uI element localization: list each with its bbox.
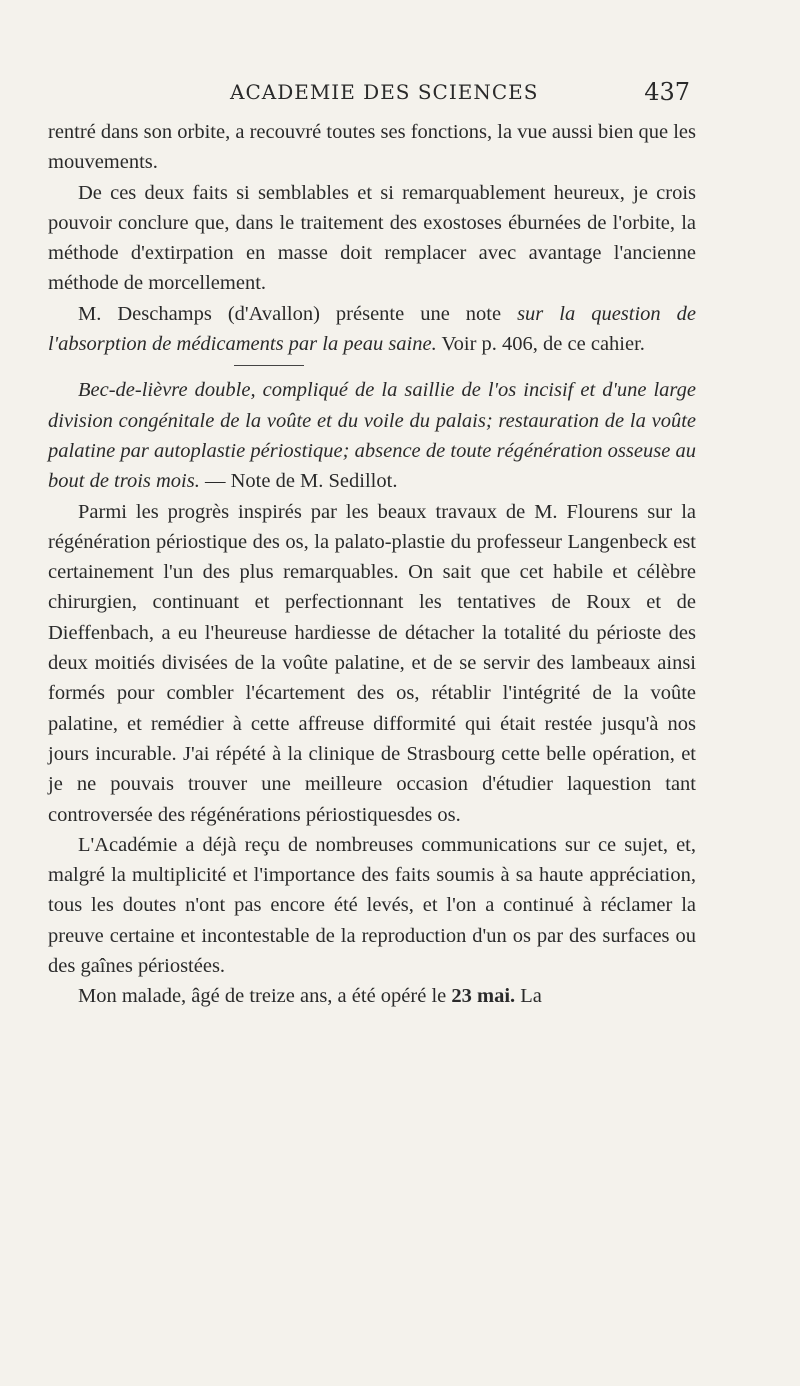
paragraph-academie: L'Académie a déjà reçu de nombreuses communications sur ce sujet, et, malgré la multiplicité et l'importance des faits soumis à sa haute appréciation, tous les doutes n'ont pas encore été levés, et l'on a continué à réclamer la preuve certaine et incontestable de la reproduction d'un os par des surfaces ou des gaînes périostées. bbox=[48, 833, 696, 978]
operation-date: 23 mai. bbox=[451, 985, 516, 1008]
divider-line bbox=[234, 365, 304, 366]
deschamps-lead: M. Deschamps (d'Avallon) présente une note bbox=[78, 302, 518, 325]
patient-lead: Mon malade, âgé de treize ans, a été opéré le bbox=[78, 985, 452, 1008]
paragraph-langenbeck: Parmi les progrès inspirés par les beaux travaux de M. Flourens sur la régénération périostique des os, la palato-plastie du professeur Langenbeck est certainement l'un des plus remarquables. On sait que cet habile et célèbre chirurgien, continuant et perfectionnant les tentatives de Roux et de Dieffenbach, a eu l'heureuse hardiesse de détacher la totalité du périoste des deux moitiés divisées de la voûte palatine, et de se servir des lambeaux ainsi formés pour combler l'écartement des os, rétablir l'intégrité de la voûte palatine, et remédier à cette affreuse difformité qui était restée jusqu'à nos jours incurable. J'ai répété à la clinique de Strasbourg cette belle opération, et je ne pouvais trouver une meilleure occasion d'étudier laquestion tant controversée des régénérations périostiquesdes os. bbox=[48, 500, 696, 826]
paragraph-conclusion: De ces deux faits si semblables et si remarquablement heureux, je crois pouvoir conclure que, dans le traitement des exostoses éburnées de l'orbite, la méthode d'extirpation en masse doit remplacer avec avantage l'ancienne méthode de morcellement. bbox=[48, 181, 696, 295]
section-author-note: — Note de M. Sedillot. bbox=[199, 470, 398, 493]
page-header bbox=[48, 80, 690, 114]
page-number: 437 bbox=[644, 78, 690, 106]
running-title: ACADEMIE DES SCIENCES bbox=[230, 80, 539, 104]
patient-tail: La bbox=[515, 985, 542, 1008]
section-divider bbox=[48, 359, 696, 375]
deschamps-title: sur la question de l'absorption de médicaments par la peau saine. bbox=[48, 302, 696, 356]
section-heading bbox=[48, 375, 696, 496]
section-title: Bec-de-lièvre double, compliqué de la saillie de l'os incisif et d'une large division congénitale de la voûte et du voile du palais; restauration de la voûte palatine par autoplastie périostique; absence de toute régénération osseuse au bout de trois mois. bbox=[48, 379, 696, 493]
paragraph-deschamps-note bbox=[48, 299, 696, 360]
paragraph-continuation: rentré dans son orbite, a recouvré toutes ses fonctions, la vue aussi bien que les mouvements. bbox=[48, 121, 696, 174]
section-title-paragraph bbox=[48, 375, 696, 496]
deschamps-reference: Voir p. 406, de ce cahier. bbox=[436, 333, 645, 356]
paragraph-patient bbox=[48, 981, 696, 1011]
body-text bbox=[48, 117, 696, 1012]
